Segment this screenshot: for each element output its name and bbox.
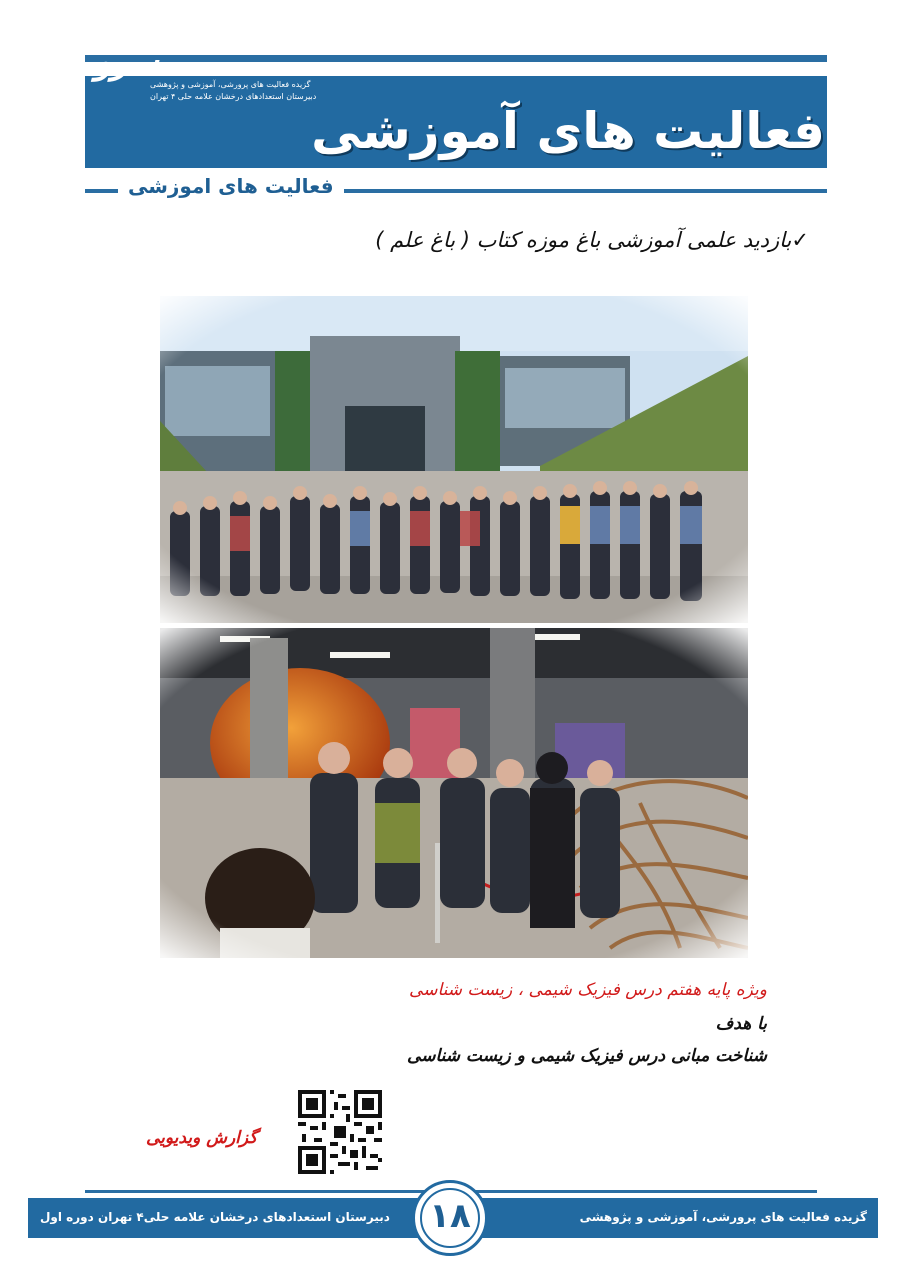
section-subtitle: فعالیت های اموزشی [118,174,344,198]
footer-publication-title: گزیده فعالیت های پرورشی، آموزشی و پژوهشی [579,1210,867,1224]
group-photo-indoor [160,628,748,958]
group-photo-outdoor [160,296,748,623]
caption-goal-text: شناخت مبانی درس فیزیک شیمی و زیست شناسی [407,1046,767,1066]
page-number: ۱۸ [429,1196,471,1236]
caption-goal-label: با هدف [715,1014,767,1034]
activity-headline: ✓بازدید علمی آموزشی باغ موزه کتاب ( باغ علم ) [375,228,809,252]
footer-school-name: دبیرستان استعدادهای درخشان علامه حلی۴ تهران دوره اول [40,1210,390,1224]
video-report-link[interactable]: گزارش ویدیویی [146,1128,258,1148]
page-title: فعالیت های آموزشی [311,102,825,160]
logo-school-name: دبیرستان استعدادهای درخشان علامه حلی ۴ تهران [150,92,317,101]
logo-wordmark: سرو [95,42,159,82]
qr-code-icon[interactable] [298,1090,382,1174]
logo-tagline: گزیده فعالیت های پرورشی، آموزشی و پژوهشی [150,80,311,89]
caption-target-grade: ویژه پایه هفتم درس فیزیک شیمی ، زیست شناسی [409,980,767,1000]
header-top-rule [85,55,827,62]
